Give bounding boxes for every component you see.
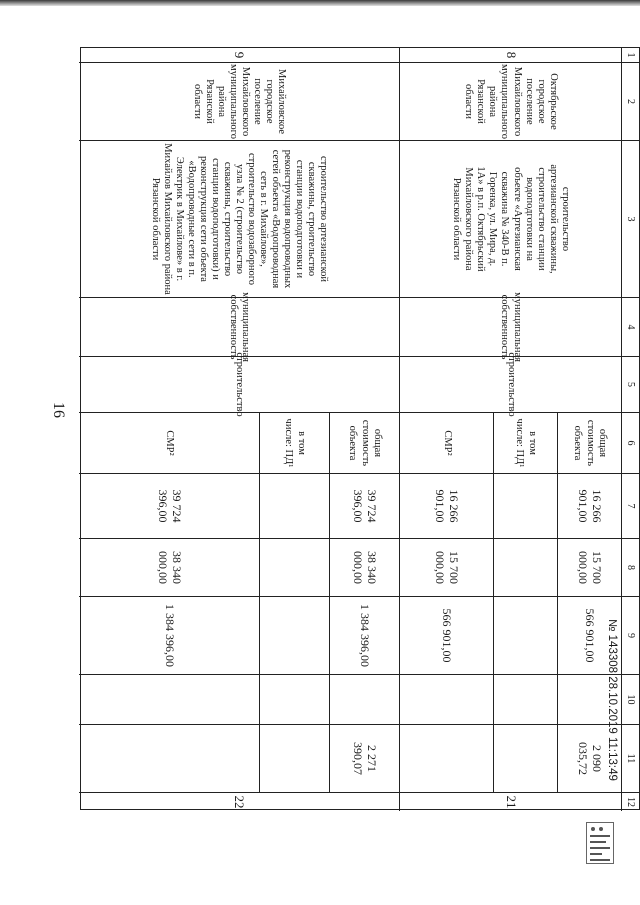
document-stamp-text: № 143308 28.10.2019 11:13:49 [606,619,618,781]
subsidy-smr-value: 38 340 000,00 [79,539,259,597]
col10-pd-value [259,675,329,725]
col10-smr-value [399,675,493,725]
cost-label-total: общая стоимость объекта [329,413,399,474]
local-smr-value: 566 901,00 [399,597,493,675]
subsidy-total-value: 15 700 000,00 [557,539,621,597]
smr-cost-value: 39 724 396,00 [79,474,259,539]
rotated-table-container [80,47,640,810]
smr-cost-value: 16 266 901,00 [399,474,493,539]
total-cost-value: 16 266 901,00 [557,474,621,539]
col11-smr-value [79,725,259,793]
col-header-3: 3 [621,141,639,298]
local-total-value: 566 901,00 [557,597,621,675]
budget-table [80,47,640,810]
page-number-text: 16 [50,402,67,418]
col-header-9: 9 [621,597,639,675]
local-pd-value [493,597,557,675]
pd-cost-value [259,474,329,539]
work-type: строительство [79,357,399,413]
cost-label-total: общая стоимость объекта [557,413,621,474]
row-number: 9 [79,48,399,63]
object-description: строительство артезианской скважины, строительство станции водоподготовки и реконструкция водопроводных сетей объекта «Водопроводная сеть в г. Михайлове», строительство водозаборного узла № 2 (строительство скважины, строительство станции водоподготовки) и реконструкция сети объекта «Водопроводные сети в п. Электрик в Михайлове» в г. Михайлов Михайловского района Рязанской области [79,141,399,298]
barcode-stamp-icon [586,822,614,864]
col11-pd-value [493,725,557,793]
col-header-1: 1 [621,48,639,63]
pd-cost-value [493,474,557,539]
ownership-type: муниципальная собственность [399,298,621,357]
col-header-2: 2 [621,63,639,141]
col12-value: 21 [399,793,621,811]
subsidy-smr-value: 15 700 000,00 [399,539,493,597]
subsidy-total-value: 38 340 000,00 [329,539,399,597]
col11-pd-value [259,725,329,793]
col11-total-value: 2 090 035,72 [557,725,621,793]
work-type: строительство [399,357,621,413]
local-pd-value [259,597,329,675]
settlement-name: Октябрьское городское поселение Михайловского муниципального района Рязанской области [399,63,621,141]
col10-smr-value [79,675,259,725]
total-cost-value: 39 724 396,00 [329,474,399,539]
object-description: строительство артезианской скважины, строительство станции водоподготовки на объекте «Артезианская скважина № 340-В п. Горенка, ул. Мира, д. 1А» в р.п. Октябрьский Михайловского района Рязанской области [399,141,621,298]
cost-label-pd: в том числе: ПД¹ [493,413,557,474]
col11-smr-value [399,725,493,793]
col-header-6: 6 [621,413,639,474]
col-header-7: 7 [621,474,639,539]
col-header-8: 8 [621,539,639,597]
subsidy-pd-value [493,539,557,597]
col10-total-value [329,675,399,725]
cost-label-pd: в том числе: ПД¹ [259,413,329,474]
col-header-12: 12 [621,793,639,811]
col-header-4: 4 [621,298,639,357]
subsidy-pd-value [259,539,329,597]
col10-pd-value [493,675,557,725]
col-header-10: 10 [621,675,639,725]
settlement-name: Михайловское городское поселение Михайловского муниципального района Рязанской области [79,63,399,141]
col-header-5: 5 [621,357,639,413]
ownership-type: муниципальная собственность [79,298,399,357]
col12-value: 22 [232,795,248,809]
local-smr-value: 1 384 396,00 [79,597,259,675]
row-number: 8 [399,48,621,63]
cost-label-smr: СМР² [399,413,493,474]
col11-total-value: 2 271 390,07 [329,725,399,793]
local-total-value: 1 384 396,00 [329,597,399,675]
cost-label-smr: СМР² [79,413,259,474]
col-header-11: 11 [621,725,639,793]
scan-edge-shadow [0,0,640,6]
